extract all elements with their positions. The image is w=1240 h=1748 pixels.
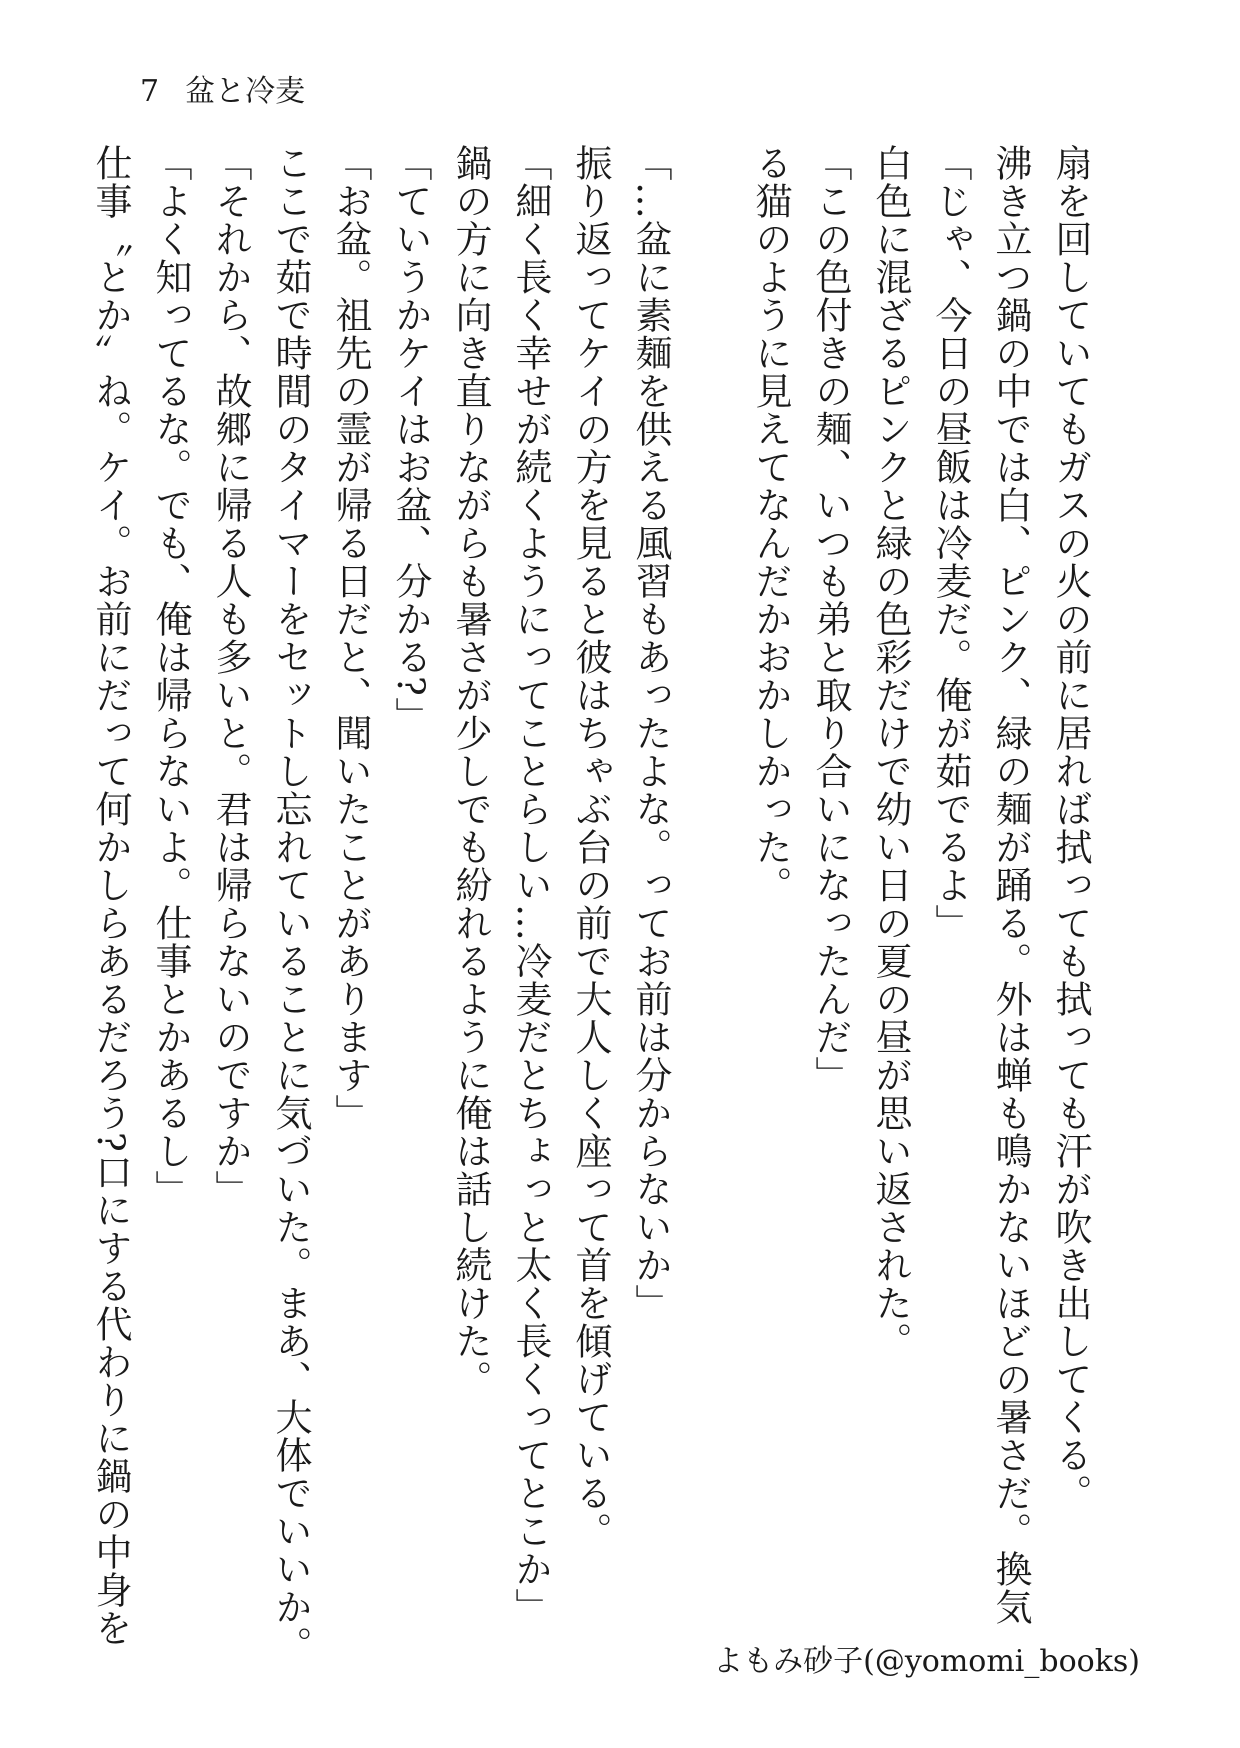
text-line: 「お盆。祖先の霊が帰る日だと、聞いたことがあります」 [329, 144, 372, 1132]
text-line: 「よく知ってるな。でも、俺は帰らないよ。仕事とかあるし」 [149, 144, 192, 1208]
text-line: 仕事〝とか〟ね。ケイ。お前にだって何かしらあるだろう?口にする代わりに鍋の中身を [89, 144, 132, 1647]
chapter-title: 盆と冷麦 [185, 74, 306, 109]
blank-line [680, 144, 740, 1620]
text-line: る猫のように見えてなんだかおかしかった。 [749, 144, 792, 904]
text-line: 鍋の方に向き直りながらも暑さが少しでも紛れるように俺は話し続けた。 [449, 144, 492, 1398]
author-credit: よもみ砂子(@yomomi_books) [713, 1644, 1140, 1679]
text-line: ここで茹で時間のタイマーをセットし忘れていることに気づいた。まあ、大体でいいか。 [269, 144, 312, 1664]
text-line: 沸き立つ鍋の中では白、ピンク、緑の麺が踊る。外は蝉も鳴かないほどの暑さだ。換気 [989, 144, 1032, 1626]
text-line: 「この色付きの麺、いつも弟と取り合いになったんだ」 [809, 144, 852, 1094]
page-header [140, 72, 305, 112]
text-line: 扇を回していてもガスの火の前に居れば拭っても拭っても汗が吹き出してくる。 [1049, 144, 1092, 1512]
text-line: 「それから、故郷に帰る人も多いと。君は帰らないのですか」 [209, 144, 252, 1208]
text-line: 「じゃ、今日の昼飯は冷麦だ。俺が茹でるよ」 [929, 144, 972, 942]
text-line: 「細く長く幸せが続くようにってことらしい…冷麦だとちょっと太く長くってとこか」 [509, 144, 552, 1626]
text-line: 振り返ってケイの方を見ると彼はちゃぶ台の前で大人しく座って首を傾げている。 [569, 144, 612, 1550]
text-line: 「…盆に素麺を供える風習もあったよな。ってお前は分からないか」 [629, 144, 672, 1322]
chapter-number: 7 [140, 74, 160, 109]
text-line: 「ていうかケイはお盆、分かる?」 [389, 144, 432, 735]
text-line: 白色に混ざるピンクと緑の色彩だけで幼い日の夏の昼が思い返された。 [869, 144, 912, 1360]
